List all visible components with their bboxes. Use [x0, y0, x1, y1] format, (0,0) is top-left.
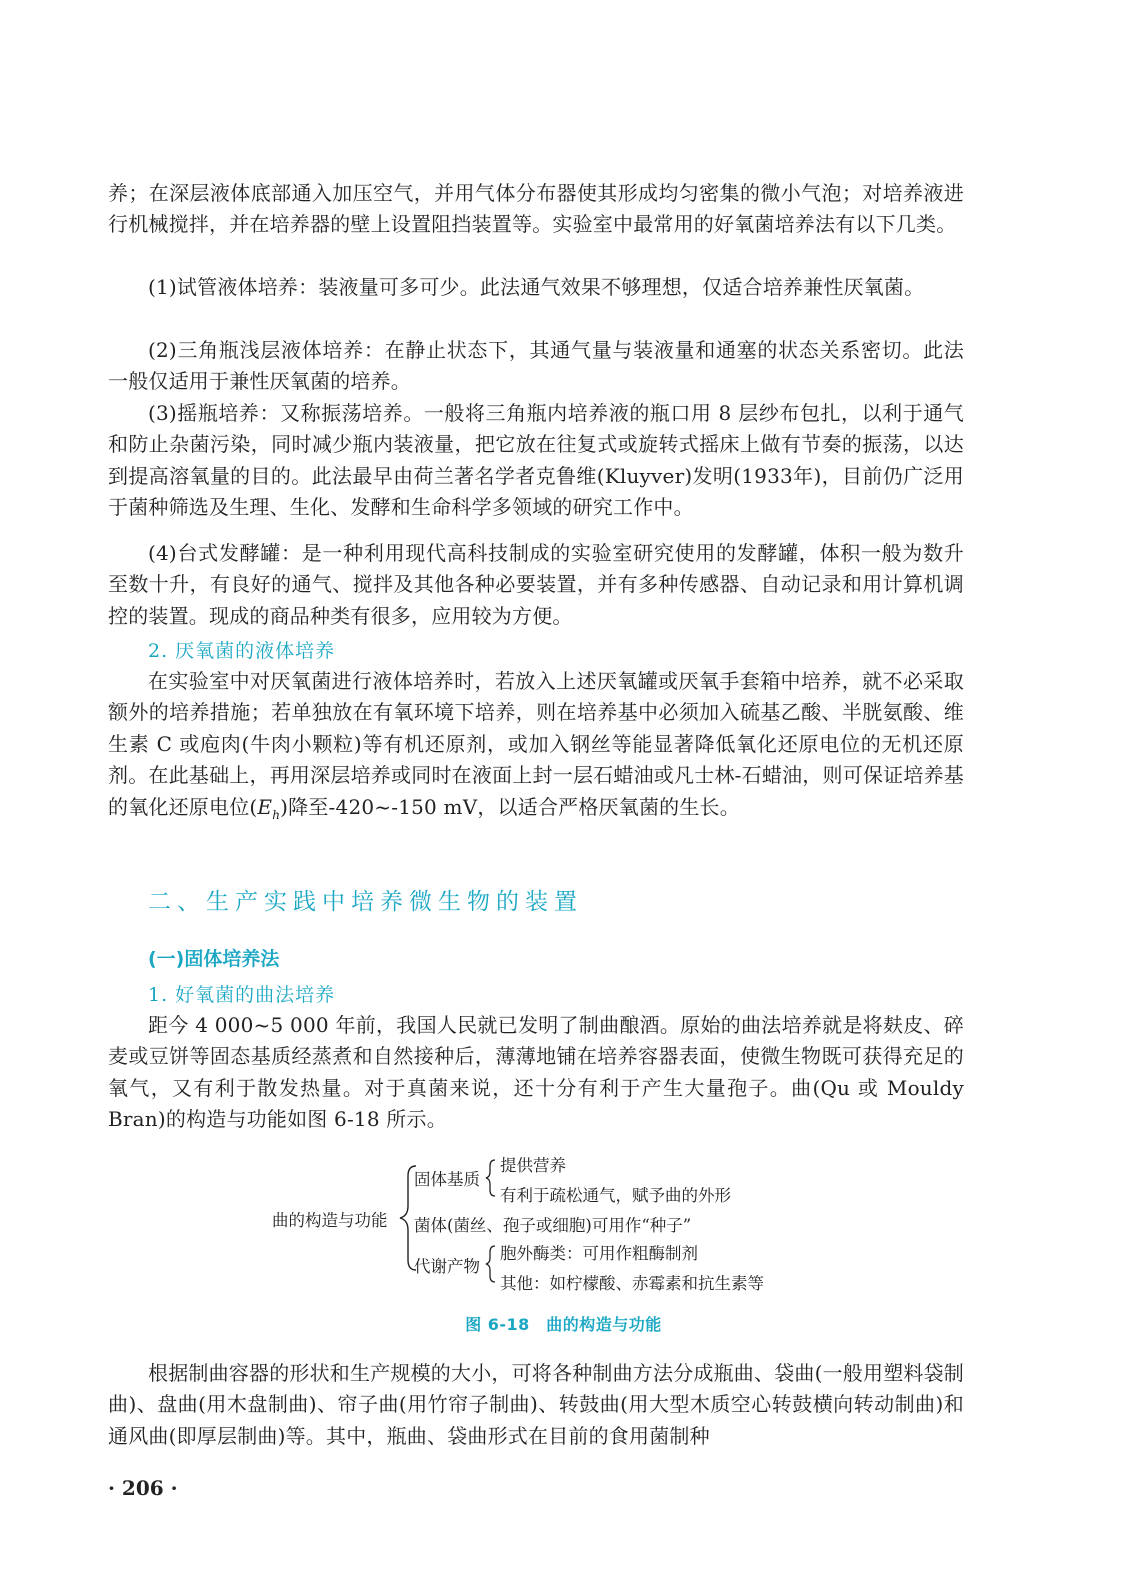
- section-title: 二、生产实践中培养微生物的装置: [148, 889, 583, 915]
- paragraph-method-2: (2)三角瓶浅层液体培养：在静止状态下，其通气量与装液量和通塞的状态关系密切。此法一般仅适用于兼性厌氧菌的培养。: [108, 338, 964, 394]
- koji-structure-diagram: [0, 1150, 1127, 1300]
- page-number: · 206 ·: [108, 1476, 178, 1500]
- diagram-substrate-nutrition: 提供营养: [500, 1156, 566, 1175]
- diagram-metabolites-other: 其他：如柠檬酸、赤霉素和抗生素等: [500, 1274, 764, 1293]
- diagram-root: 曲的构造与功能: [272, 1211, 388, 1230]
- metabolite-brace: [486, 1246, 495, 1282]
- redox-symbol: E: [257, 794, 273, 819]
- substrate-brace: [486, 1160, 495, 1196]
- diagram-substrate-aeration: 有利于疏松通气，赋予曲的外形: [500, 1186, 731, 1205]
- paragraph-method-1: (1)试管液体培养：装液量可多可少。此法通气效果不够理想，仅适合培养兼性厌氧菌。: [148, 275, 925, 299]
- paragraph-koji: 距今 4 000~5 000 年前，我国人民就已发明了制曲酿酒。原始的曲法培养就是将麸皮、碎麦或豆饼等固态基质经蒸煮和自然接种后，薄薄地铺在培养容器表面，使微生物既可获得充足的氧气，又有利于散发热量。对于真菌来说，还十分有利于产生大量孢子。曲(Qu 或 Mouldy Bran)的构造与功能如图 6-18 所示。: [108, 1013, 964, 1132]
- paragraph-method-4: (4)台式发酵罐：是一种利用现代高科技制成的实验室研究使用的发酵罐，体积一般为数升至数十升，有良好的通气、搅拌及其他各种必要装置，并有多种传感器、自动记录和用计算机调控的装置。现成的商品种类有很多，应用较为方便。: [108, 541, 964, 628]
- subsection-title: (一)固体培养法: [148, 948, 280, 970]
- paragraph-koji-methods: 根据制曲容器的形状和生产规模的大小，可将各种制曲方法分成瓶曲、袋曲(一般用塑料袋制曲)、盘曲(用木盘制曲)、帘子曲(用竹帘子制曲)、转鼓曲(用大型木质空心转鼓横向转动制曲)和通风曲(即厚层制曲)等。其中，瓶曲、袋曲形式在目前的食用菌制种: [108, 1361, 965, 1448]
- paragraph-method-3: (3)摇瓶培养：又称振荡培养。一般将三角瓶内培养液的瓶口用 8 层纱布包扎，以利于通气和防止杂菌污染，同时减少瓶内装液量，把它放在往复式或旋转式摇床上做有节奏的振荡，以达到提高溶氧量的目的。此法最早由荷兰著名学者克鲁维(Kluyver)发明(1933年)，目前仍广泛用于菌种筛选及生理、生化、发酵和生命科学多领域的研究工作中。: [108, 401, 964, 520]
- paragraph-anaerobic-text-end: )降至-420~-150 mV，以适合严格厌氧菌的生长。: [280, 794, 740, 819]
- subheading-anaerobic-liquid: 2. 厌氧菌的液体培养: [148, 640, 336, 662]
- redox-subscript: h: [272, 807, 281, 822]
- paragraph-intro: 养；在深层液体底部通入加压空气，并用气体分布器使其形成均匀密集的微小气泡；对培养液进行机械搅拌，并在培养器的壁上设置阻挡装置等。实验室中最常用的好氧菌培养法有以下几类。: [108, 181, 964, 237]
- diagram-metabolites-enzymes: 胞外酶类：可用作粗酶制剂: [500, 1244, 698, 1263]
- paragraph-anaerobic: [108, 666, 964, 831]
- diagram-branch-metabolites: 代谢产物: [414, 1257, 480, 1276]
- paragraph-anaerobic-text: 在实验室中对厌氧菌进行液体培养时，若放入上述厌氧罐或厌氧手套箱中培养，就不必采取额外的培养措施；若单独放在有氧环境下培养，则在培养基中必须加入硫基乙酸、半胱氨酸、维生素 C 或庖肉(牛肉小颗粒)等有机还原剂，或加入钢丝等能显著降低氧化还原电位的无机还原剂。在此基础上，再用深层培养或同时在液面上封一层石蜡油或凡士林-石蜡油，则可保证培养基的氧化还原电位(: [108, 669, 964, 819]
- diagram-branch-cells: 菌体(菌丝、孢子或细胞)可用作“种子”: [414, 1216, 692, 1235]
- subheading-aerobic-koji: 1. 好氧菌的曲法培养: [148, 984, 336, 1006]
- diagram-branch-substrate: 固体基质: [414, 1170, 480, 1189]
- figure-caption: 图 6-18 曲的构造与功能: [465, 1315, 662, 1334]
